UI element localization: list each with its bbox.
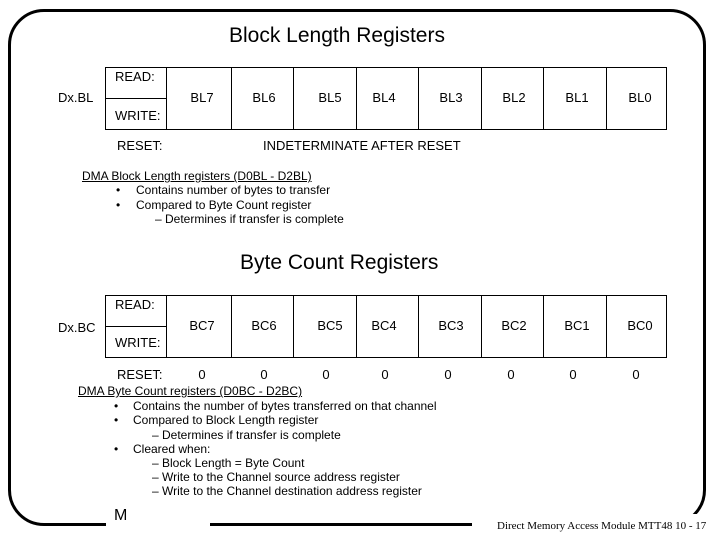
bl-bit-cell: BL1 [565, 90, 589, 105]
bc-read-label: READ: [115, 297, 155, 312]
bc-reset-label: RESET: [117, 367, 163, 382]
bc-reset-value: 0 [444, 367, 452, 382]
bc-reset-value: 0 [260, 367, 268, 382]
bl-bit-cell: BL7 [190, 90, 214, 105]
bc-sub-bullet: – Write to the Channel source address register [152, 470, 400, 484]
bc-bit-cell: BC1 [564, 318, 590, 333]
bc-sub-bullet: – Write to the Channel destination address register [152, 484, 422, 498]
bl-bit-cell: BL5 [318, 90, 342, 105]
bl-bullet: Compared to Byte Count register [136, 198, 312, 212]
bc-reset-value: 0 [507, 367, 515, 382]
bc-bullet: Contains the number of bytes transferred on that channel [133, 399, 437, 413]
bl-bit-cell: BL4 [372, 90, 396, 105]
bc-bit-cell: BC7 [189, 318, 215, 333]
block-length-title: Block Length Registers [229, 24, 445, 47]
bc-reset-value: 0 [632, 367, 640, 382]
bc-bit-cell: BC2 [501, 318, 527, 333]
bl-bit-cell: BL0 [628, 90, 652, 105]
footer-caption: Direct Memory Access Module MTT48 10 - 17 [497, 520, 707, 532]
bl-read-label: READ: [115, 69, 155, 84]
bc-bit-cell: BC3 [438, 318, 464, 333]
bl-register-name: Dx.BL [58, 90, 94, 105]
bc-bit-cell: BC0 [627, 318, 653, 333]
bc-reset-value: 0 [322, 367, 330, 382]
bl-write-label: WRITE: [115, 108, 161, 123]
bl-reset-value: INDETERMINATE AFTER RESET [263, 138, 461, 153]
bl-bit-cell: BL6 [252, 90, 276, 105]
bl-bullet: Contains number of bytes to transfer [136, 183, 331, 197]
bullet-glyph: • [116, 198, 121, 212]
bl-bit-cell: BL2 [502, 90, 526, 105]
bullet-glyph: • [116, 183, 121, 197]
bc-bullet: Cleared when: [133, 442, 211, 456]
bl-reset-label: RESET: [117, 138, 163, 153]
bl-divider [418, 68, 419, 129]
bc-divider [481, 296, 482, 357]
bl-sub-bullet: – Determines if transfer is complete [155, 212, 344, 226]
bc-sub-bullet: – Determines if transfer is complete [152, 428, 341, 442]
bc-register-name: Dx.BC [58, 320, 96, 335]
bc-reset-value: 0 [569, 367, 577, 382]
bl-bit-cell: BL3 [439, 90, 463, 105]
motorola-logo: M [114, 507, 128, 524]
bc-sub-bullet: – Block Length = Byte Count [152, 456, 305, 470]
bl-notes-heading: DMA Block Length registers (D0BL - D2BL) [82, 169, 312, 183]
byte-count-title: Byte Count Registers [240, 251, 439, 274]
bc-bit-cell: BC5 [317, 318, 343, 333]
bullet-glyph: • [114, 442, 119, 456]
bc-divider [418, 296, 419, 357]
bullet-glyph: • [114, 413, 119, 427]
bc-bit-cell: BC6 [251, 318, 277, 333]
bc-bit-cell: BC4 [371, 318, 397, 333]
bc-notes-heading: DMA Byte Count registers (D0BC - D2BC) [78, 384, 303, 398]
bullet-glyph: • [114, 399, 119, 413]
bc-bullet: Compared to Block Length register [133, 413, 319, 427]
bc-reset-value: 0 [381, 367, 389, 382]
bc-reset-value: 0 [198, 367, 206, 382]
bl-divider [481, 68, 482, 129]
bc-write-label: WRITE: [115, 335, 161, 350]
